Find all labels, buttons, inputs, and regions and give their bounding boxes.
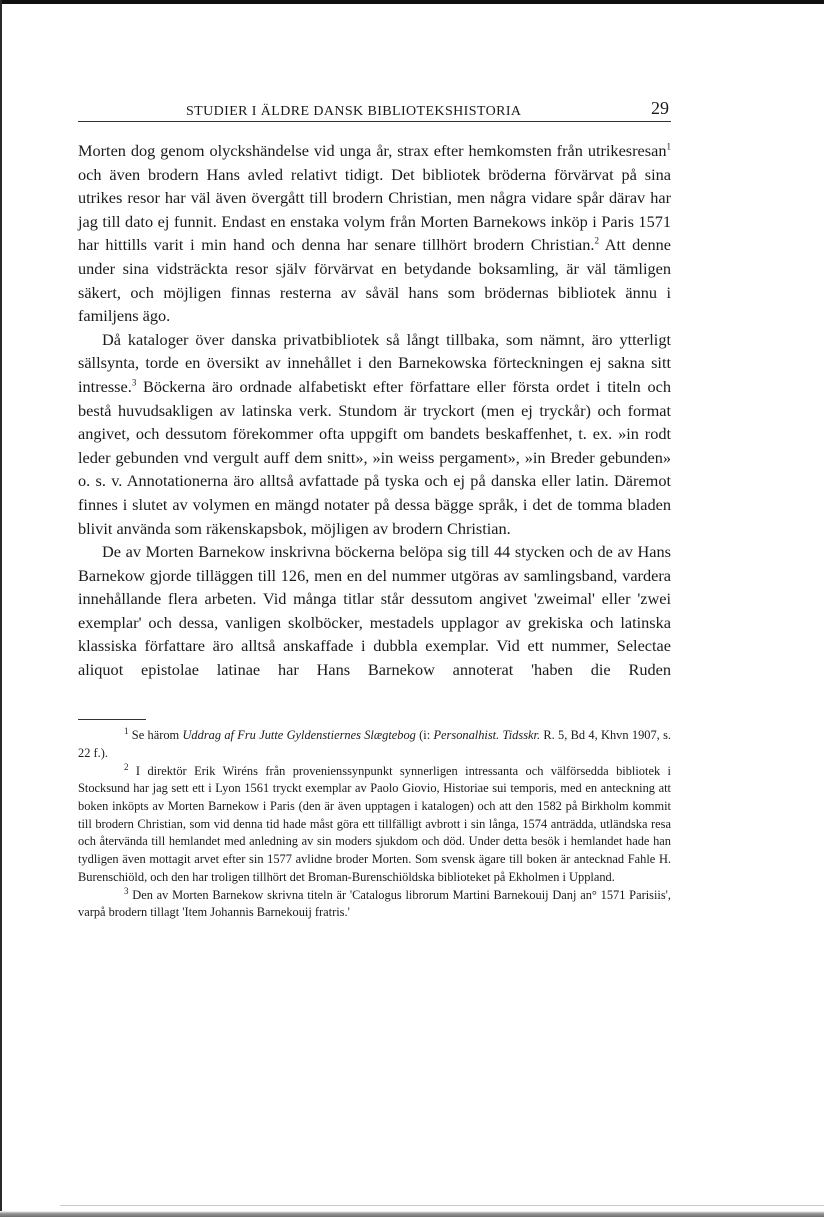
footnote-ref-2: 2 bbox=[594, 235, 599, 246]
running-header bbox=[78, 96, 671, 124]
footnote-2-text: I direktör Erik Wiréns från provenienssynpunkt synnerligen intressanta och välförsedda bibliotek i Stocksund har jag sett ett i Lyon 1561 tryckt exemplar av Paolo Giovio, Historiae sui temporis, med en anteckning att boken inköpts av Morten Barnekow i Paris (den är även upptagen i katalogen) och att den 1582 på Birkholm kommit till brodern Christian, som vid denna tid hade måst göra ett tillfälligt avbrott i sin långa, 1574 anträdda, utländska resa och återvända till hemlandet med anledning av sin moders sjukdom och död. Under detta besök i hemlandet hade han tydligen även mottagit arvet efter sin 1577 avlidne broder Morten. Som svensk ägare till boken är antecknad Fahle H. Burenschiöld, och den har troligen tillhört det Broman-Burenschiöldska biblioteket på Ekholmen i Uppland. bbox=[78, 763, 671, 884]
running-title: STUDIER I ÄLDRE DANSK BIBLIOTEKSHISTORIA bbox=[186, 104, 522, 119]
footnotes bbox=[78, 727, 671, 922]
book-page bbox=[78, 96, 671, 922]
footnote-rule bbox=[78, 719, 146, 720]
paragraph-1-text-b: och även brodern Hans avled relativt tidigt. Det bibliotek bröderna förvärvat på sina utrikes resor har väl även övergått till brodern Christian, men några vidare spår därav har jag till dato ej funnit. Endast en enstaka volym från Morten Barnekows inköp i Paris 1571 har hittills varit i min hand och denna har senare tillhört brodern Christian. bbox=[78, 164, 671, 255]
paragraph-3-text: De av Morten Barnekow inskrivna böckerna belöpa sig till 44 stycken och de av Hans Barnekow gjorde tilläggen till 126, men en del nummer utgöras av samlingsband, vardera innehållande flera arbeten. Vid många titlar står dessutom angivet 'zweimal' eller 'zwei exemplar' och dessa, vanligen skolböcker, mestadels upplagor av grekiska och latinska klassiska författare äro alltså anskaffade i dubbla exemplar. Vid ett nummer, Selectae aliquot epistolae latinae har Hans Barnekow annoterat 'haben die Ruden bbox=[78, 542, 671, 680]
page-number: 29 bbox=[651, 98, 669, 118]
header-rule bbox=[78, 121, 671, 122]
scan-left-edge bbox=[0, 0, 2, 1217]
footnote-3-text: Den av Morten Barnekow skrivna titeln är 'Catalogus librorum Martini Barnekouij Danj an° 1571 Parisiis', varpå brodern tillagt 'Item Johannis Barnekouij fratris.' bbox=[78, 887, 671, 920]
paragraph-2 bbox=[78, 328, 671, 540]
footnote-1 bbox=[78, 727, 671, 762]
footnote-3-number: 3 bbox=[124, 885, 129, 896]
footnote-1-book-title: Uddrag af Fru Jutte Gyldenstiernes Slægtebog bbox=[182, 728, 416, 743]
footnote-ref-3: 3 bbox=[131, 377, 137, 388]
footnote-1-text-b: (i: bbox=[415, 728, 434, 743]
footnote-3 bbox=[78, 887, 671, 922]
paragraph-1-text-a: Morten dog genom olyckshändelse vid unga år, strax efter hemkomsten från utrikesresan bbox=[78, 141, 667, 160]
footnote-2 bbox=[78, 763, 671, 887]
paragraph-2-text-a: Då kataloger över danska privatbibliotek så långt tillbaka, som nämnt, äro ytterligt sällsynta, torde en översikt av innehållet i den Barnekowska förteckningen ej sakna sitt intresse. bbox=[78, 329, 671, 396]
scan-top-edge bbox=[0, 0, 824, 4]
paragraph-3 bbox=[78, 540, 671, 705]
footnote-1-journal: Personalhist. Tidsskr. bbox=[433, 728, 541, 743]
scan-bottom-edge bbox=[0, 1211, 824, 1217]
scan-bottom-line bbox=[60, 1205, 824, 1206]
footnote-ref-1: 1 bbox=[666, 141, 671, 152]
paragraph-1-text-c: Att denne under sina vidsträckta resor själv förvärvat en betydande boksamling, är väl tämligen säkert, och möjligen finnas resterna av såväl hans som brödernas bibliotek ännu i familjens ägo. bbox=[78, 235, 671, 326]
footnote-1-number: 1 bbox=[124, 726, 129, 737]
body-text bbox=[78, 139, 671, 705]
footnote-1-text-a: Se härom bbox=[128, 728, 183, 743]
footnote-2-number: 2 bbox=[124, 761, 129, 772]
paragraph-1 bbox=[78, 139, 671, 328]
paragraph-2-text-b: Böckerna äro ordnade alfabetiskt efter författare eller första ordet i titeln och bestå huvudsakligen av latinska verk. Stundom är tryckort (men ej tryckår) och format angivet, och dessutom förekommer ofta uppgift om bandets beskaffenhet, t. ex. »in rodt leder gebunden vnd vergult auff dem snitt», »in weiss pergament», »in Breder gebunden» o. s. v. Annotationerna äro alltså avfattade på tyska och ej på danska eller latin. Däremot finnes i slutet av volymen en mängd notater på dessa bägge språk, i det de tomma bladen blivit använda som räkenskapsbok, möjligen av brodern Christian. bbox=[78, 376, 671, 538]
footnote-1-text-c: R. 5, Bd 4, Khvn 1907, s. 22 f.). bbox=[78, 728, 671, 760]
